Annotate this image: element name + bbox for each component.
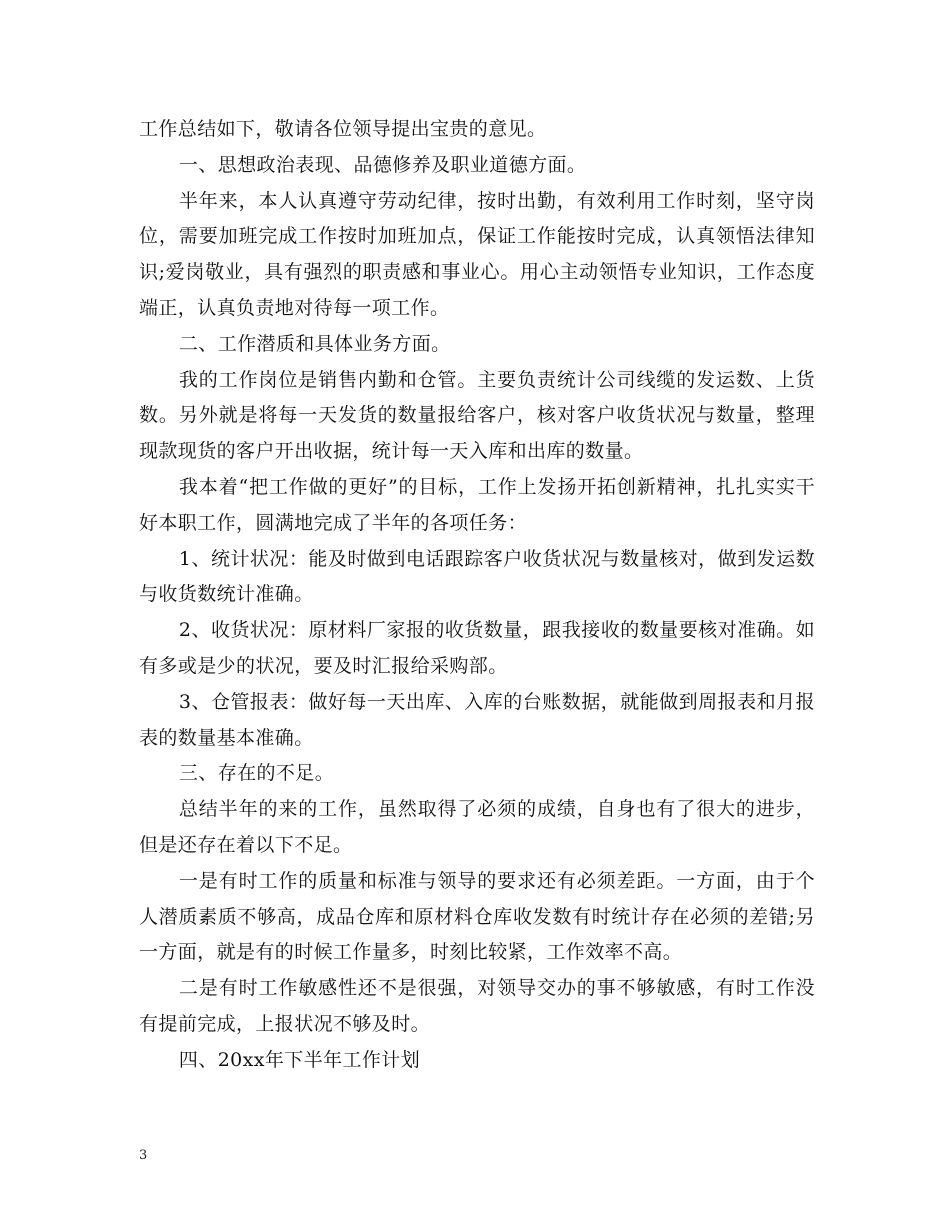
heading-section-1: 一、思想政治表现、品德修养及职业道德方面。 — [178, 153, 587, 176]
heading-section-2: 二、工作潜质和具体业务方面。 — [178, 332, 451, 355]
paragraph-goal: 我本着“把工作做的更好”的目标，工作上发扬开拓创新精神，扎扎实实干好本职工作，圆满地完成了半年的各项任务： — [139, 475, 815, 534]
list-item-statistics: 1、统计状况：能及时做到电话跟踪客户收货状况与数量核对，做到发运数与收货数统计准确。 — [139, 547, 815, 606]
list-item-warehouse-reports: 3、仓管报表：做好每一天出库、入库的台账数据，就能做到周报表和月报表的数量基本准确。 — [139, 690, 815, 749]
paragraph-shortcoming-2: 二是有时工作敏感性还不是很强，对领导交办的事不够敏感，有时工作没有提前完成，上报状况不够及时。 — [139, 977, 815, 1035]
paragraph-job-duties: 我的工作岗位是销售内勤和仓管。主要负责统计公司线缆的发运数、上货数。另外就是将每一天发货的数量报给客户，核对客户收货状况与数量，整理现款现货的客户开出收据，统计每一天入库和出库的数量。 — [139, 368, 815, 463]
paragraph-shortcomings-summary: 总结半年的来的工作，虽然取得了必须的成绩，自身也有了很大的进步，但是还存在着以下不足。 — [139, 798, 815, 856]
page-number: 3 — [139, 1148, 148, 1163]
paragraph-intro: 工作总结如下，敬请各位领导提出宝贵的意见。 — [139, 118, 547, 140]
paragraph-conduct: 半年来，本人认真遵守劳动纪律，按时出勤，有效利用工作时刻，坚守岗位，需要加班完成工作按时加班加点，保证工作能按时完成，认真领悟法律知识;爱岗敬业，具有强烈的职责感和事业心。用心主动领悟专业知识，工作态度端正，认真负责地对待每一项工作。 — [139, 189, 815, 319]
heading-section-3: 三、存在的不足。 — [178, 762, 335, 785]
paragraph-shortcoming-1: 一是有时工作的质量和标准与领导的要求还有必须差距。一方面，由于个人潜质素质不够高，成品仓库和原材料仓库收发数有时统计存在必须的差错;另一方面，就是有的时候工作量多，时刻比较紧，工作效率不高。 — [139, 869, 815, 964]
heading-section-4: 四、20xx年下半年工作计划 — [178, 1048, 421, 1071]
list-item-receiving: 2、收货状况：原材料厂家报的收货数量，跟我接收的数量要核对准确。如有多或是少的状况，要及时汇报给采购部。 — [139, 619, 815, 677]
document-body — [139, 112, 815, 1079]
